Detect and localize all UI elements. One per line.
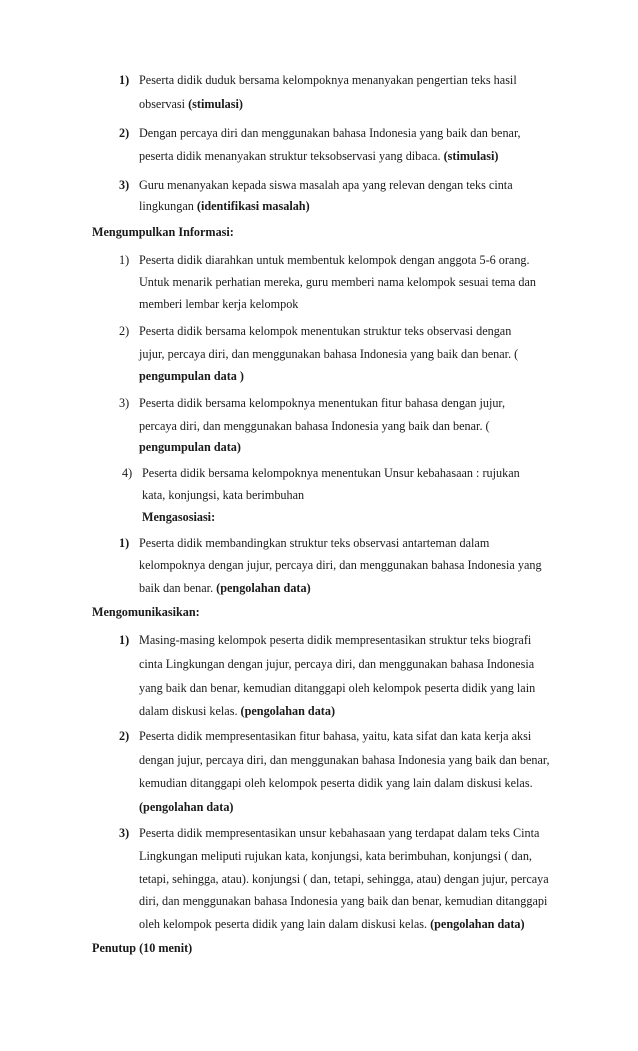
list-item-line: oleh kelompok peserta didik yang lain dalam diskusi kelas. (pengolahan data) [139,917,525,931]
list-number: 3) [119,826,130,840]
section-heading: Mengumpulkan Informasi: [92,225,234,239]
list-number: 2) [119,324,130,338]
stage-tag: pengumpulan data ) [139,369,244,383]
list-number: 1) [119,633,130,647]
list-item-line: memberi lembar kerja kelompok [139,297,299,311]
list-number: 3) [119,178,130,192]
stage-tag: (pengolahan data) [216,581,311,595]
list-item-line: dengan jujur, percaya diri, dan menggunakan bahasa Indonesia yang baik dan benar, [139,753,550,767]
list-item-line: percaya diri, dan menggunakan bahasa Indonesia yang baik dan benar. ( [139,419,490,433]
list-item-line: lingkungan (identifikasi masalah) [139,199,310,213]
list-number: 2) [119,729,130,743]
list-item-line: Peserta didik mempresentasikan unsur kebahasaan yang terdapat dalam teks Cinta [139,826,540,840]
list-item-line: Dengan percaya diri dan menggunakan bahasa Indonesia yang baik dan benar, [139,126,521,140]
list-item-line: Peserta didik bersama kelompoknya menentukan fitur bahasa dengan jujur, [139,396,506,410]
list-item-line: Guru menanyakan kepada siswa masalah apa yang relevan dengan teks cinta [139,178,513,192]
stage-tag: (stimulasi) [443,149,499,163]
stage-tag: (identifikasi masalah) [196,199,310,213]
list-item-line: observasi (stimulasi) [139,97,243,111]
stage-tag: (stimulasi) [188,97,243,111]
list-item-line: tetapi, sehingga, atau). konjungsi ( dan, tetapi, sehingga, atau) dengan jujur, percaya [139,872,549,886]
section-heading: Mengomunikasikan: [92,605,200,619]
list-item-line: Masing-masing kelompok peserta didik mempresentasikan struktur teks biografi [139,633,532,647]
list-item-line: baik dan benar. (pengolahan data) [139,581,311,595]
list-item-line: kata, konjungsi, kata berimbuhan [142,488,305,502]
section-heading: Mengasosiasi: [142,510,216,524]
stage-tag: (pengolahan data) [240,704,336,718]
list-item-line: Peserta didik bersama kelompoknya menentukan Unsur kebahasaan : rujukan [142,466,520,480]
list-item-line: peserta didik menanyakan struktur teksobservasi yang dibaca. (stimulasi) [139,149,499,163]
list-item-line: Peserta didik mempresentasikan fitur bahasa, yaitu, kata sifat dan kata kerja aksi [139,729,532,743]
list-number: 2) [119,126,130,140]
list-number: 1) [119,253,130,267]
list-item-line: yang baik dan benar, kemudian ditanggapi oleh kelompok peserta didik yang lain [139,681,536,695]
list-item-line: cinta Lingkungan dengan jujur, percaya diri, dan menggunakan bahasa Indonesia [139,657,535,671]
list-item-line: diri, dan menggunakan bahasa Indonesia yang baik dan benar, kemudian ditanggapi [139,894,548,908]
list-number: 1) [119,536,130,550]
list-item-line: Peserta didik diarahkan untuk membentuk kelompok dengan anggota 5-6 orang. [139,253,530,267]
list-item-line: Peserta didik duduk bersama kelompoknya menanyakan pengertian teks hasil [139,73,517,87]
stage-tag: pengumpulan data) [139,440,241,454]
list-item-line: kelompoknya dengan jujur, percaya diri, dan menggunakan bahasa Indonesia yang [139,558,542,572]
list-item-line: Peserta didik bersama kelompok menentukan struktur teks observasi dengan [139,324,512,338]
list-number: 1) [119,73,130,87]
list-item-line: jujur, percaya diri, dan menggunakan bahasa Indonesia yang baik dan benar. ( [139,347,519,361]
list-item-line: kemudian ditanggapi oleh kelompok peserta didik yang lain dalam diskusi kelas. [139,776,533,790]
stage-tag: (pengolahan data) [430,917,525,931]
list-item-line: Untuk menarik perhatian mereka, guru memberi nama kelompok sesuai tema dan [139,275,536,289]
stage-tag: (pengolahan data) [139,800,234,814]
section-heading: Penutup (10 menit) [92,941,193,955]
list-item-line: Peserta didik membandingkan struktur teks observasi antarteman dalam [139,536,490,550]
list-item-line: dalam diskusi kelas. (pengolahan data) [139,704,336,718]
list-number: 3) [119,396,130,410]
list-item-line: Lingkungan meliputi rujukan kata, konjungsi, kata berimbuhan, konjungsi ( dan, [139,849,532,863]
list-number: 4) [122,466,133,480]
